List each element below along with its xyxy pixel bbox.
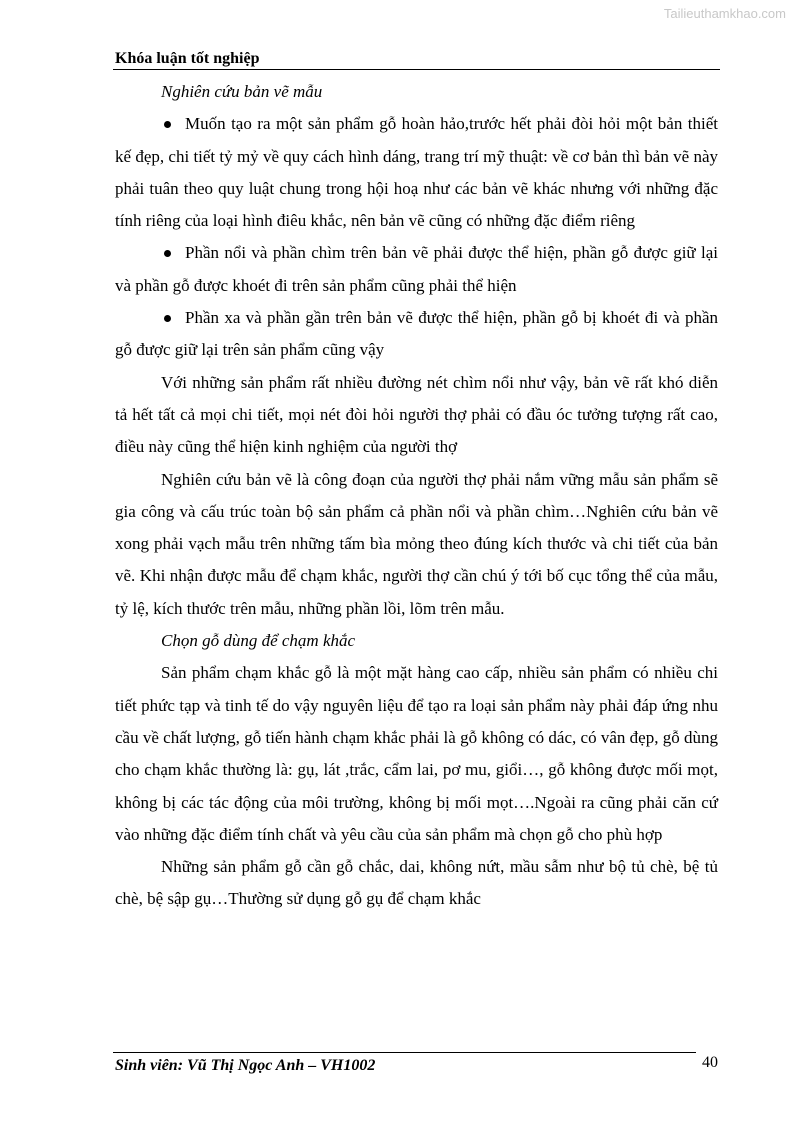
bullet-text: Phần nổi và phần chìm trên bản vẽ phải được thể hiện, phần gỗ được giữ lại và phần gỗ được khoét đi trên sản phẩm cũng phải thể hiện	[115, 243, 718, 295]
bullet-dot-icon	[164, 250, 171, 257]
section-heading-drawing: Nghiên cứu bản vẽ mẫu	[161, 82, 323, 101]
page-number: 40	[702, 1054, 718, 1071]
section-heading-wood: Chọn gỗ dùng để chạm khắc	[161, 631, 356, 651]
page-header-title: Khóa luận tốt nghiệp	[115, 50, 260, 67]
paragraph: Với những sản phẩm rất nhiều đường nét chìm nổi như vậy, bản vẽ rất khó diễn tả hết tất cả mọi chi tiết, mọi nét đòi hỏi người thợ phải có đầu óc tưởng tượng rất cao, điều này cũng thể hiện kinh nghiệm của người thợ	[115, 372, 718, 457]
paragraph: Nghiên cứu bản vẽ là công đoạn của người thợ phải nắm vững mẫu sản phẩm sẽ gia công và cấu trúc toàn bộ sản phẩm cả phần nổi và phần chìm…Nghiên cứu bản vẽ xong phải vạch mẫu trên những tấm bìa mỏng theo đúng kích thước và chi tiết của bản vẽ. Khi nhận được mẫu để chạm khắc, người thợ cần chú ý tới bố cục tổng thể của mẫu, tỷ lệ, kích thước trên mẫu, những phần lồi, lõm trên mẫu.	[115, 469, 718, 618]
paragraph: Sản phẩm chạm khắc gỗ là một mặt hàng cao cấp, nhiều sản phẩm có nhiều chi tiết phức tạp và tinh tế do vậy nguyên liệu để tạo ra loại sản phẩm này phải đáp ứng nhu cầu về chất lượng, gỗ tiến hành chạm khắc phải là gỗ không có dác, có vân đẹp, gỗ dùng cho chạm khắc thường là: gụ, lát ,trắc, cẩm lai, pơ mu, giổi…, gỗ không được mối mọt, không bị các tác động của môi trường, không bị mối mọt….Ngoài ra cũng phải căn cứ vào những đặc điểm tính chất và yêu cầu của sản phẩm mà chọn gỗ cho phù hợp	[115, 663, 718, 844]
bullet-text: Muốn tạo ra một sản phẩm gỗ hoàn hảo,trước hết phải đòi hỏi một bản thiết kế đẹp, chi tiết tỷ mỷ về quy cách hình dáng, trang trí mỹ thuật: về cơ bản thì bản vẽ này phải tuân theo quy luật chung trong hội hoạ như các bản vẽ khác nhưng với những đặc tính riêng của loại hình điêu khắc, nên bản vẽ cũng có những đặc điểm riêng	[115, 114, 718, 231]
bullet-item	[115, 237, 718, 302]
header-divider	[113, 69, 720, 70]
watermark: Tailieuthamkhao.com	[663, 6, 786, 21]
bullet-text: Phần xa và phần gần trên bản vẽ được thể hiện, phần gỗ bị khoét đi và phần gỗ được giữ lại trên sản phẩm cũng vậy	[115, 308, 718, 360]
bullet-item	[115, 108, 718, 237]
footer-student-name: Sinh viên: Vũ Thị Ngọc Anh – VH1002	[115, 1057, 376, 1074]
bullet-dot-icon	[164, 121, 171, 128]
bullet-dot-icon	[164, 315, 171, 322]
document-body	[115, 76, 718, 916]
bullet-item	[115, 302, 718, 367]
paragraph: Những sản phẩm gỗ cần gỗ chắc, dai, không nứt, mầu sẫm như bộ tủ chè, bệ tủ chè, bệ sập gụ…Thường sử dụng gỗ gụ để chạm khắc	[115, 857, 718, 909]
footer-divider	[113, 1052, 696, 1053]
